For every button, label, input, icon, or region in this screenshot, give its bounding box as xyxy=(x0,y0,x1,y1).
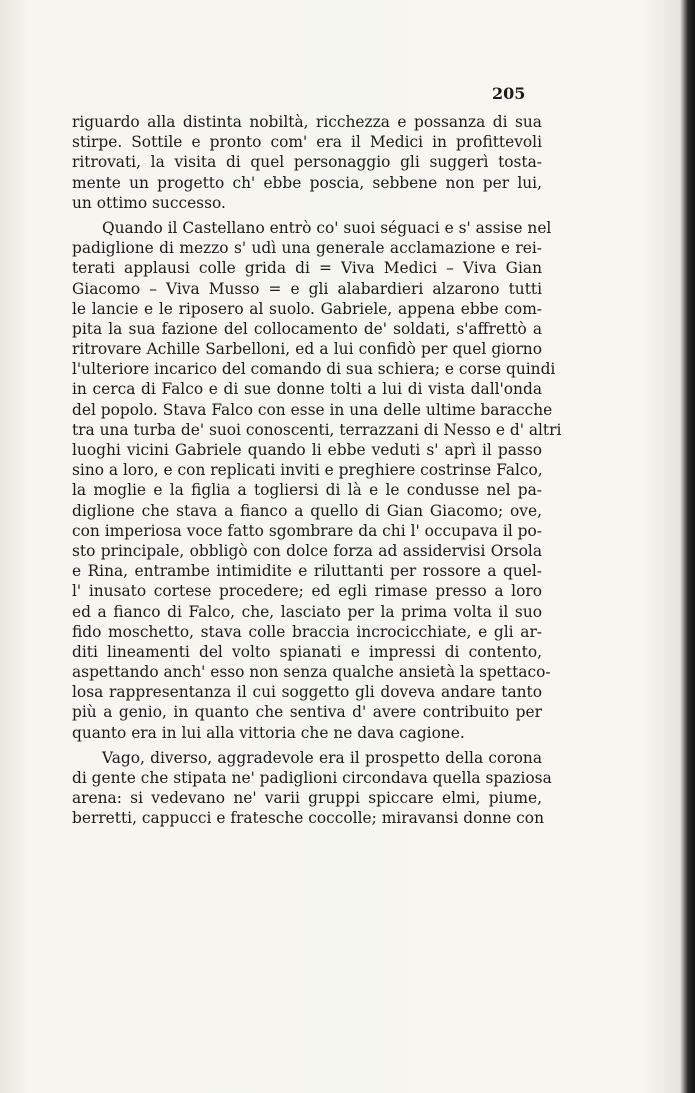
text-line: aspettando anch' esso non senza qualche ansietà la spettaco- xyxy=(72,663,551,682)
text-line: e Rina, entrambe intimidite e riluttanti per rossore a quel- xyxy=(72,562,542,581)
paragraph-2 xyxy=(72,218,562,743)
text-line: ed a fianco di Falco, che, lasciato per la prima volta il suo xyxy=(72,602,542,621)
text-line: le lancie e le riposero al suolo. Gabriele, appena ebbe com- xyxy=(72,299,542,318)
text-line: un ottimo successo. xyxy=(72,193,226,212)
body-text xyxy=(72,112,562,829)
text-line: arena: si vedevano ne' varii gruppi spiccare elmi, piume, xyxy=(72,789,542,808)
text-line: padiglione di mezzo s' udì una generale acclamazione e rei- xyxy=(72,239,542,258)
text-line: pita la sua fazione del collocamento de' soldati, s'affrettò a xyxy=(72,319,542,338)
text-line: Quando il Castellano entrò co' suoi séguaci e s' assise nel xyxy=(102,218,552,237)
text-line: quanto era in lui alla vittoria che ne dava cagione. xyxy=(72,723,465,742)
text-line: Giacomo – Viva Musso = e gli alabardieri alzarono tutti xyxy=(72,279,542,298)
text-line: in cerca di Falco e di sue donne tolti a lui di vista dall'onda xyxy=(72,380,542,399)
text-line: losa rappresentanza il cui soggetto gli doveva andare tanto xyxy=(72,683,542,702)
text-line: diti lineamenti del volto spianati e impressi di contento, xyxy=(72,642,542,661)
text-line: terati applausi colle grida di = Viva Medici – Viva Gian xyxy=(72,259,542,278)
text-line: sto principale, obbligò con dolce forza ad assidervisi Orsola xyxy=(72,541,542,560)
text-line: ritrovati, la visita di quel personaggio gli suggerì tosta- xyxy=(72,153,542,172)
text-line: mente un progetto ch' ebbe poscia, sebbene non per lui, xyxy=(72,173,542,192)
text-line: Vago, diverso, aggradevole era il prospetto della corona xyxy=(102,748,542,767)
paragraph-1 xyxy=(72,112,542,213)
text-line: riguardo alla distinta nobiltà, ricchezza e possanza di sua xyxy=(72,113,542,131)
text-line: berretti, cappucci e fratesche coccolle; miravansi donne con xyxy=(72,809,544,828)
text-line: l'ulteriore incarico del comando di sua schiera; e corse quindi xyxy=(72,360,556,379)
text-line: del popolo. Stava Falco con esse in una delle ultime baracche xyxy=(72,400,553,419)
text-line: luoghi vicini Gabriele quando li ebbe veduti s' aprì il passo xyxy=(72,441,542,459)
text-line: stirpe. Sottile e pronto com' era il Medici in profittevoli xyxy=(72,133,542,152)
text-line: la moglie e la figlia a togliersi di là e le condusse nel pa- xyxy=(72,481,542,500)
text-line: l' inusato cortese procedere; ed egli rimase presso a loro xyxy=(72,582,542,601)
page-number: 205 xyxy=(492,84,526,103)
text-line: tra una turba de' suoi conoscenti, terrazzani di Nesso e d' altri xyxy=(72,420,562,439)
text-line: più a genio, in quanto che sentiva d' avere contribuito per xyxy=(72,703,542,722)
paragraph-3 xyxy=(72,748,552,829)
text-line: di gente che stipata ne' padiglioni circondava quella spaziosa xyxy=(72,769,552,787)
text-line: sino a loro, e con replicati inviti e preghiere costrinse Falco, xyxy=(72,461,543,480)
text-line: diglione che stava a fianco a quello di Gian Giacomo; ove, xyxy=(72,501,542,520)
text-line: con imperiosa voce fatto sgombrare da chi l' occupava il po- xyxy=(72,521,542,540)
text-line: ritrovare Achille Sarbelloni, ed a lui confidò per quel giorno xyxy=(72,340,542,359)
text-line: fido moschetto, stava colle braccia incrocicchiate, e gli ar- xyxy=(72,622,542,641)
